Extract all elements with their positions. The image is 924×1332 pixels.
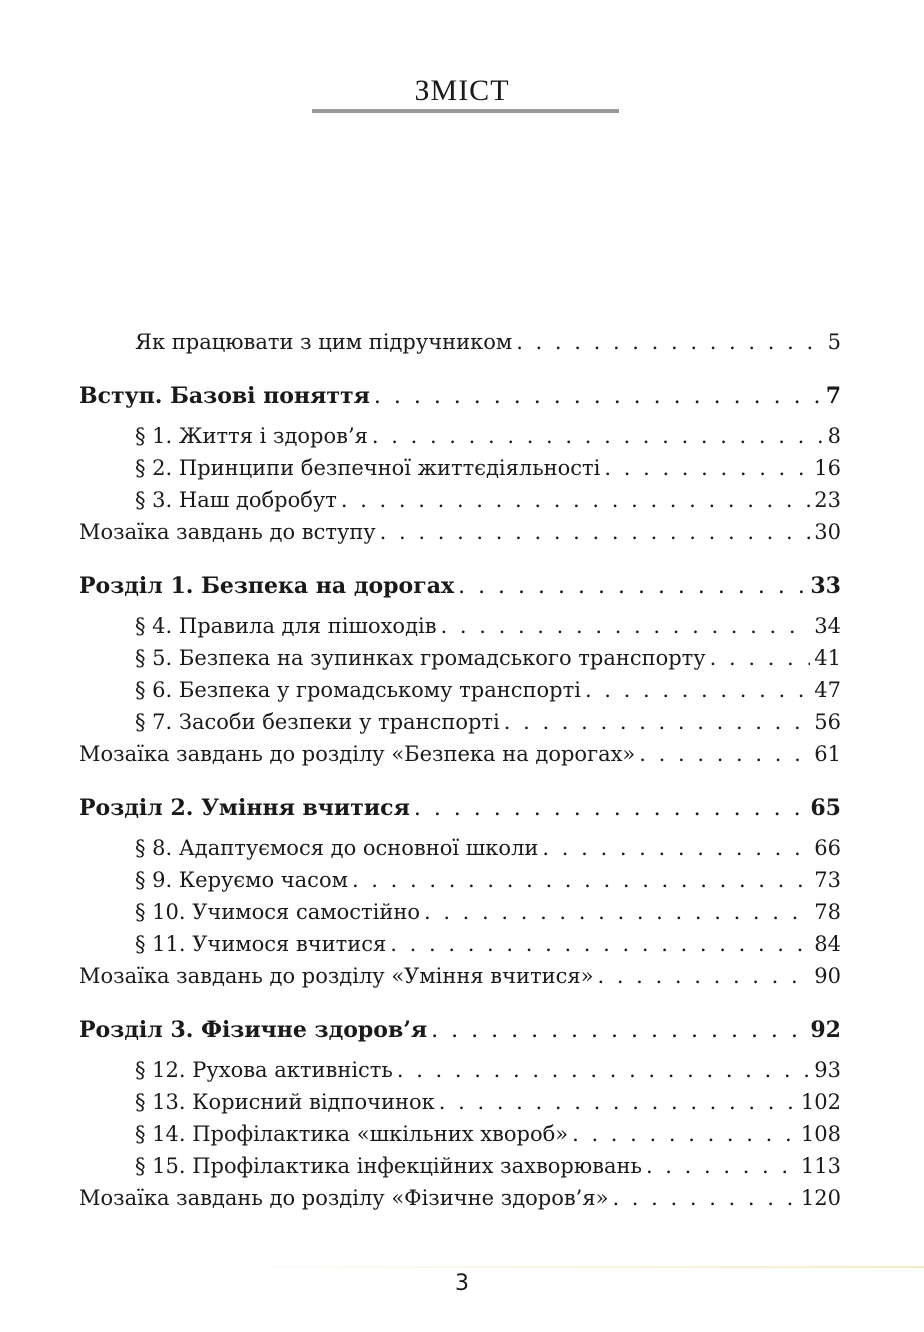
toc-entry-label: § 13. Корисний відпочинок [135, 1090, 435, 1114]
toc-entry-page: 102 [800, 1090, 841, 1114]
toc-section-page: 33 [810, 573, 841, 599]
toc-section-label: Розділ 2. Уміння вчитися [79, 795, 410, 821]
leader-dots [424, 896, 810, 928]
toc-section-1[interactable] [79, 570, 841, 602]
toc-entry-label: § 10. Учимося самостійно [135, 900, 420, 924]
toc-paragraph-5[interactable] [79, 642, 841, 674]
toc-entry-page: 120 [800, 1186, 841, 1210]
toc-entry-label: Мозаїка завдань до розділу «Безпека на дорогах» [79, 742, 636, 766]
leader-dots [439, 1086, 797, 1118]
toc-entry-label: § 11. Учимося вчитися [135, 932, 387, 956]
leader-dots [504, 706, 811, 738]
toc-paragraph-14[interactable] [79, 1118, 841, 1150]
toc-paragraph-11[interactable] [79, 928, 841, 960]
toc-entry-page: 8 [827, 424, 841, 448]
toc-paragraph-3[interactable] [79, 484, 841, 516]
toc-entry-label: § 8. Адаптуємося до основної школи [135, 836, 539, 860]
toc-entry-label: § 5. Безпека на зупинках громадського транспорту [135, 646, 706, 670]
toc-entry-label: § 2. Принципи безпечної життєдіяльності [135, 456, 601, 480]
footer-divider [180, 1266, 924, 1268]
toc-paragraph-10[interactable] [79, 896, 841, 928]
toc-section-intro[interactable] [79, 380, 841, 412]
toc-paragraph-7[interactable] [79, 706, 841, 738]
toc-entry-label: § 12. Рухова активність [135, 1058, 393, 1082]
toc-entry-intro[interactable] [79, 326, 841, 358]
toc-paragraph-4[interactable] [79, 610, 841, 642]
toc-entry-label: Як працювати з цим підручником [135, 330, 513, 354]
toc-section-page: 65 [810, 795, 841, 821]
leader-dots [431, 1015, 806, 1046]
leader-dots [612, 1182, 796, 1214]
toc-mosaic-2[interactable] [79, 960, 841, 992]
leader-dots [542, 832, 810, 864]
toc-section-label: Розділ 3. Фізичне здоров’я [79, 1017, 428, 1043]
leader-dots [441, 610, 811, 642]
leader-dots [572, 1118, 797, 1150]
leader-dots [604, 452, 810, 484]
page-number: 3 [455, 1271, 469, 1296]
toc-paragraph-15[interactable] [79, 1150, 841, 1182]
toc-entry-page: 108 [800, 1122, 841, 1146]
toc-section-label: Вступ. Базові поняття [79, 383, 370, 409]
toc-entry-label: § 4. Правила для пішоходів [135, 614, 437, 638]
leader-dots [414, 793, 807, 824]
leader-dots [585, 674, 810, 706]
toc-mosaic-1[interactable] [79, 738, 841, 770]
leader-dots [516, 326, 823, 358]
leader-dots [374, 381, 822, 412]
toc-entry-label: § 15. Профілактика інфекційних захворювань [135, 1154, 642, 1178]
toc-entry-label: Мозаїка завдань до розділу «Фізичне здоров’я» [79, 1186, 609, 1210]
title-underline [312, 109, 619, 113]
toc-entry-page: 56 [814, 710, 841, 734]
toc-entry-page: 61 [814, 742, 841, 766]
toc-entry-page: 66 [814, 836, 841, 860]
toc-entry-label: § 3. Наш добробут [135, 488, 337, 512]
table-of-contents [79, 326, 841, 1218]
toc-entry-page: 41 [814, 646, 841, 670]
toc-entry-page: 16 [814, 456, 841, 480]
leader-dots [597, 960, 810, 992]
toc-entry-label: Мозаїка завдань до розділу «Уміння вчитися» [79, 964, 594, 988]
toc-entry-page: 78 [814, 900, 841, 924]
leader-dots [380, 516, 811, 548]
toc-paragraph-12[interactable] [79, 1054, 841, 1086]
leader-dots [397, 1054, 810, 1086]
leader-dots [458, 571, 806, 602]
toc-section-label: Розділ 1. Безпека на дорогах [79, 573, 455, 599]
toc-entry-page: 90 [814, 964, 841, 988]
toc-section-page: 7 [825, 383, 841, 409]
toc-entry-label: § 7. Засоби безпеки у транспорті [135, 710, 500, 734]
leader-dots [639, 738, 810, 770]
toc-entry-page: 47 [814, 678, 841, 702]
toc-entry-page: 5 [827, 330, 841, 354]
toc-entry-label: § 6. Безпека у громадському транспорті [135, 678, 581, 702]
toc-entry-page: 73 [814, 868, 841, 892]
toc-paragraph-8[interactable] [79, 832, 841, 864]
toc-entry-page: 30 [814, 520, 841, 544]
leader-dots [646, 1150, 797, 1182]
leader-dots [341, 484, 810, 516]
toc-paragraph-6[interactable] [79, 674, 841, 706]
toc-entry-label: § 14. Профілактика «шкільних хвороб» [135, 1122, 569, 1146]
toc-entry-page: 113 [800, 1154, 841, 1178]
toc-entry-label: § 9. Керуємо часом [135, 868, 348, 892]
toc-paragraph-1[interactable] [79, 420, 841, 452]
toc-paragraph-13[interactable] [79, 1086, 841, 1118]
toc-entry-page: 34 [814, 614, 841, 638]
toc-entry-label: § 1. Життя і здоров’я [135, 424, 368, 448]
leader-dots [710, 642, 811, 674]
toc-entry-page: 84 [814, 932, 841, 956]
leader-dots [372, 420, 824, 452]
toc-paragraph-2[interactable] [79, 452, 841, 484]
toc-section-3[interactable] [79, 1014, 841, 1046]
toc-section-page: 92 [810, 1017, 841, 1043]
toc-mosaic-3[interactable] [79, 1182, 841, 1214]
leader-dots [390, 928, 810, 960]
page-title: ЗМІСТ [414, 74, 510, 107]
toc-paragraph-9[interactable] [79, 864, 841, 896]
toc-entry-page: 23 [814, 488, 841, 512]
toc-entry-page: 93 [814, 1058, 841, 1082]
leader-dots [352, 864, 810, 896]
toc-entry-label: Мозаїка завдань до вступу [79, 520, 376, 544]
toc-mosaic-intro[interactable] [79, 516, 841, 548]
toc-section-2[interactable] [79, 792, 841, 824]
